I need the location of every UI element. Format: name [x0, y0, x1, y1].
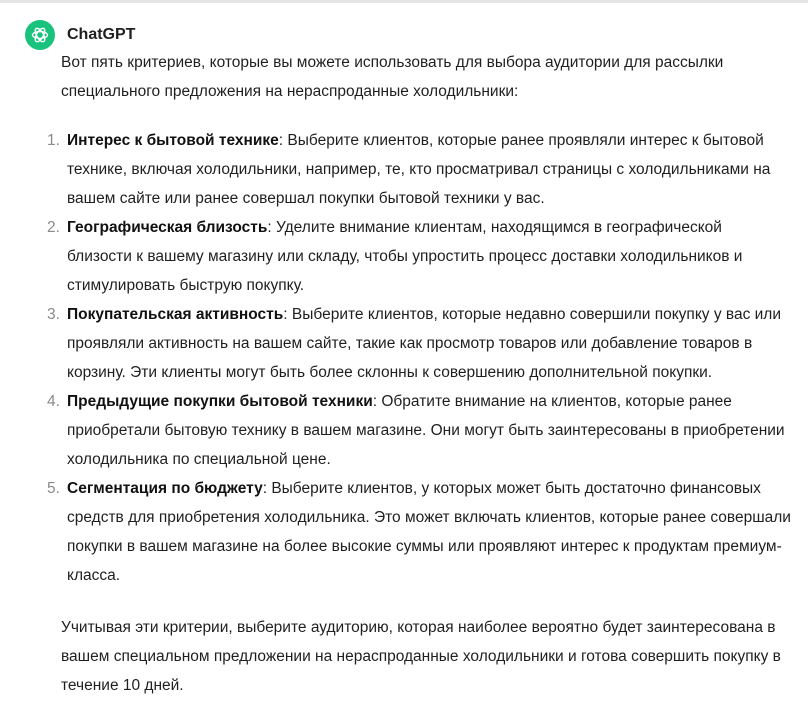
openai-logo-icon	[25, 20, 55, 50]
list-item	[47, 474, 791, 590]
list-number: 4.	[47, 393, 60, 410]
criterion-term: Предыдущие покупки бытовой техники	[67, 393, 373, 410]
criterion-term: Покупательская активность	[67, 306, 284, 323]
criterion-text: : Обратите внимание на клиентов, которые ранее приобретали бытовую технику в вашем магазине. Они могут быть заинтересованы в приобретении холодильника по специальной цене.	[67, 393, 785, 468]
list-item	[47, 213, 791, 300]
criterion-text: : Уделите внимание клиентам, находящимся в географической близости к вашему магазину или складу, чтобы упростить процесс доставки холодильников и стимулировать быструю покупку.	[67, 219, 743, 294]
criterion-term: Сегментация по бюджету	[67, 480, 263, 497]
criterion-text: : Выберите клиентов, у которых может быть достаточно финансовых средств для приобретения холодильника. Это может включать клиентов, которые ранее совершали покупки в вашем магазине на более высокие суммы или проявляют интерес к продуктам премиум-класса.	[67, 480, 791, 584]
list-item	[47, 300, 791, 387]
list-item	[47, 126, 791, 213]
criteria-list	[47, 126, 791, 590]
conclusion-paragraph: Учитывая эти критерии, выберите аудиторию, которая наиболее вероятно будет заинтересована в вашем специальном предложении на нераспроданные холодильники и готова совершить покупку в течение 10 дней.	[61, 619, 781, 694]
author-name: ChatGPT	[67, 26, 136, 43]
criterion-text: : Выберите клиентов, которые недавно совершили покупку у вас или проявляли активность на вашем сайте, такие как просмотр товаров или добавление товаров в корзину. Эти клиенты могут быть более склонны к совершению дополнительной покупки.	[67, 306, 781, 381]
criterion-text: : Выберите клиентов, которые ранее проявляли интерес к бытовой технике, включая холодильники, например, те, кто просматривал страницы с холодильниками на вашем сайте или ранее совершал покупки бытовой техники у вас.	[67, 132, 771, 207]
top-divider	[0, 0, 808, 3]
list-item	[47, 387, 791, 474]
criterion-term: Географическая близость	[67, 219, 268, 236]
list-number: 5.	[47, 480, 60, 497]
criterion-term: Интерес к бытовой технике	[67, 132, 279, 149]
message-header	[25, 20, 135, 50]
list-number: 1.	[47, 132, 60, 149]
list-number: 2.	[47, 219, 60, 236]
message-body	[47, 48, 791, 700]
list-number: 3.	[47, 306, 60, 323]
intro-paragraph: Вот пять критериев, которые вы можете использовать для выбора аудитории для рассылки специального предложения на нераспроданные холодильники:	[61, 54, 724, 100]
